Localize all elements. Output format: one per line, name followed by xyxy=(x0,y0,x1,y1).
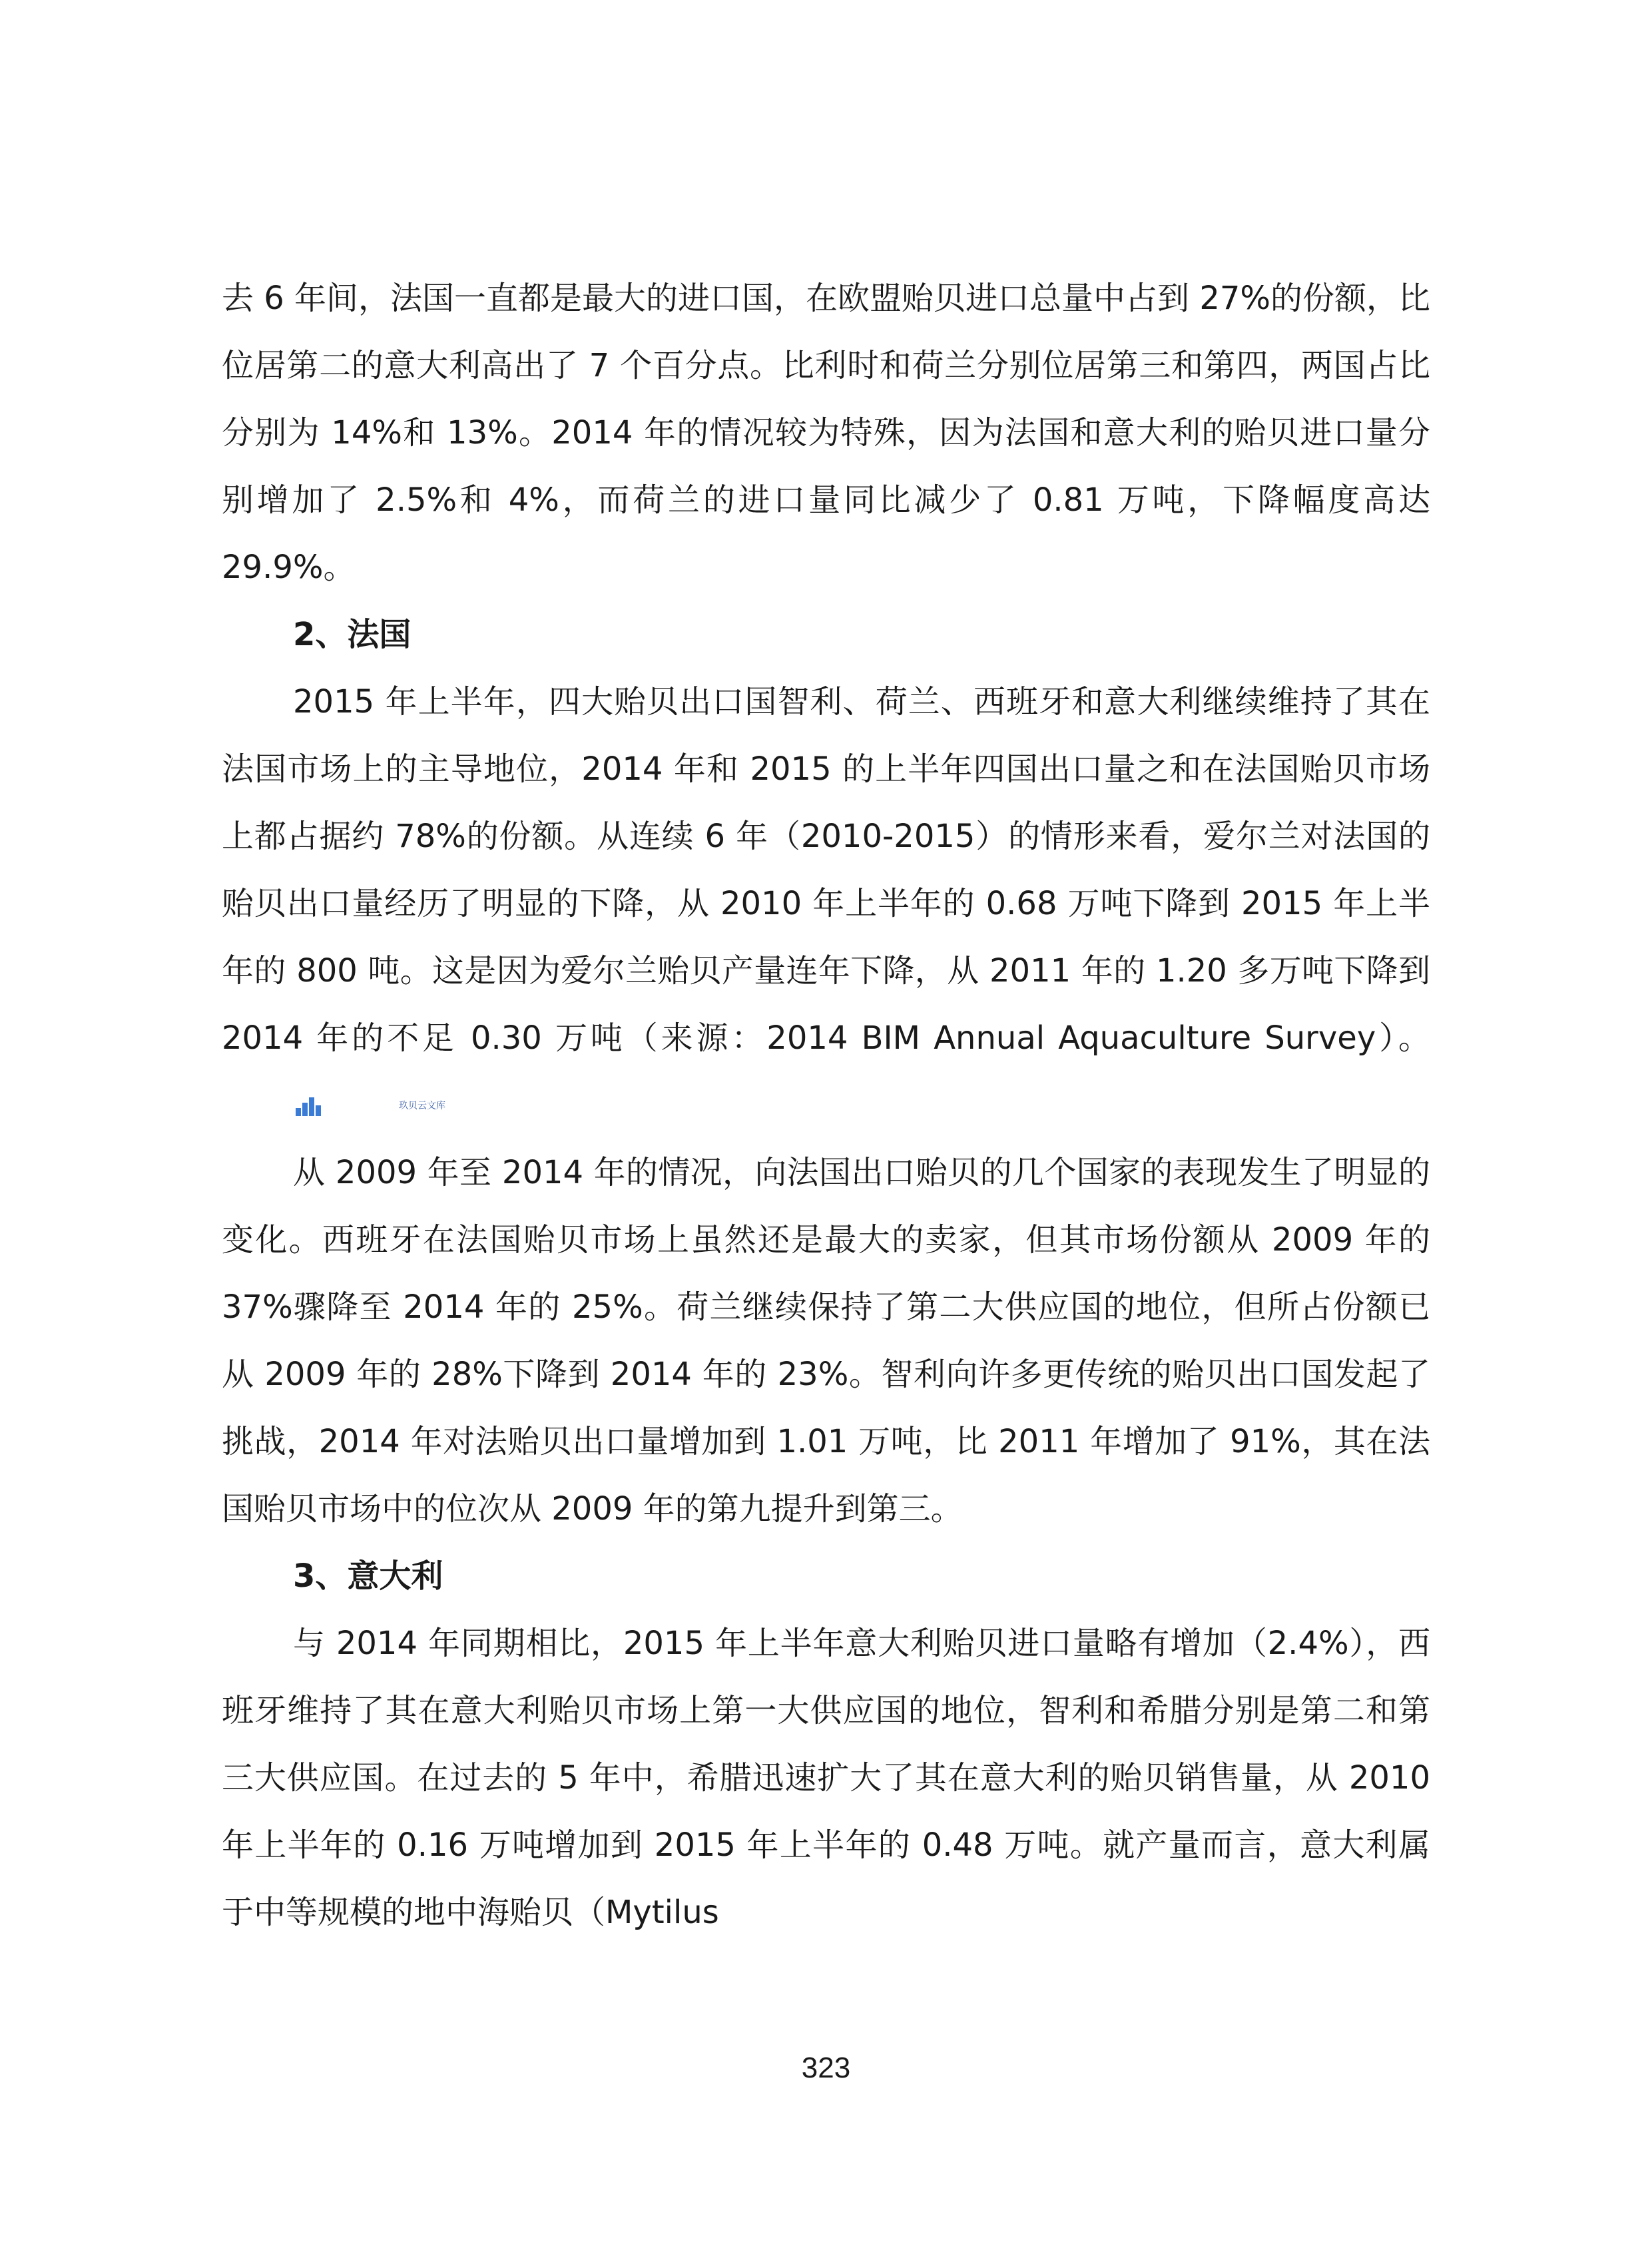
logo-text: 玖贝云文库 xyxy=(399,1101,445,1111)
paragraph-france-2015 xyxy=(222,669,1430,1139)
watermark-logo xyxy=(224,1096,445,1119)
section-heading-france: 2、法国 xyxy=(293,616,412,653)
page-number: 323 xyxy=(801,2052,851,2084)
paragraph-italy: 与 2014 年同期相比，2015 年上半年意大利贻贝进口量略有增加（2.4%），西班牙维持了其在意大利贻贝市场上第一大供应国的地位，智利和希腊分别是第二和第三大供应国。在过去的 5 年中，希腊迅速扩大了其在意大利的贻贝销售量，从 2010 年上半年的 0.16 万吨增加到 2015 年上半年的 0.48 万吨。就产量而言，意大利属于中等规模的地中海贻贝（Mytilus xyxy=(222,1625,1430,1931)
paragraph-continued: 去 6 年间，法国一直都是最大的进口国，在欧盟贻贝进口总量中占到 27%的份额，比位居第二的意大利高出了 7 个百分点。比利时和荷兰分别位居第三和第四，两国占比分别为 14%和 13%。2014 年的情况较为特殊，因为法国和意大利的贻贝进口量分别增加了 2.5%和 4%，而荷兰的进口量同比减少了 0.81 万吨，下降幅度高达 29.9%。 xyxy=(222,280,1431,586)
logo-bars-icon xyxy=(296,1096,325,1116)
document-body xyxy=(222,265,1430,1946)
paragraph-france-2009-2014: 从 2009 年至 2014 年的情况，向法国出口贻贝的几个国家的表现发生了明显的变化。西班牙在法国贻贝市场上虽然还是最大的卖家，但其市场份额从 2009 年的 37%骤降至 2014 年的 25%。荷兰继续保持了第二大供应国的地位，但所占份额已从 2009 年的 28%下降到 2014 年的 23%。智利向许多更传统的贻贝出口国发起了挑战，2014 年对法贻贝出口量增加到 1.01 万吨，比 2011 年增加了 91%，其在法国贻贝市场中的位次从 2009 年的第九提升到第三。 xyxy=(222,1154,1430,1528)
section-heading-italy: 3、意大利 xyxy=(293,1557,443,1595)
paragraph-text: 2015 年上半年，四大贻贝出口国智利、荷兰、西班牙和意大利继续维持了其在法国市场上的主导地位，2014 年和 2015 的上半年四国出口量之和在法国贻贝市场上都占据约 78%的份额。从连续 6 年（2010-2015）的情形来看，爱尔兰对法国的贻贝出口量经历了明显的下降，从 2010 年上半年的 0.68 万吨下降到 2015 年上半年的 800 吨。这是因为爱尔兰贻贝产量连年下降，从 2011 年的 1.20 多万吨下降到 2014 年的不足 0.30 万吨（来源：2014 BIM Annual Aquaculture Survey）。 xyxy=(222,683,1430,1057)
